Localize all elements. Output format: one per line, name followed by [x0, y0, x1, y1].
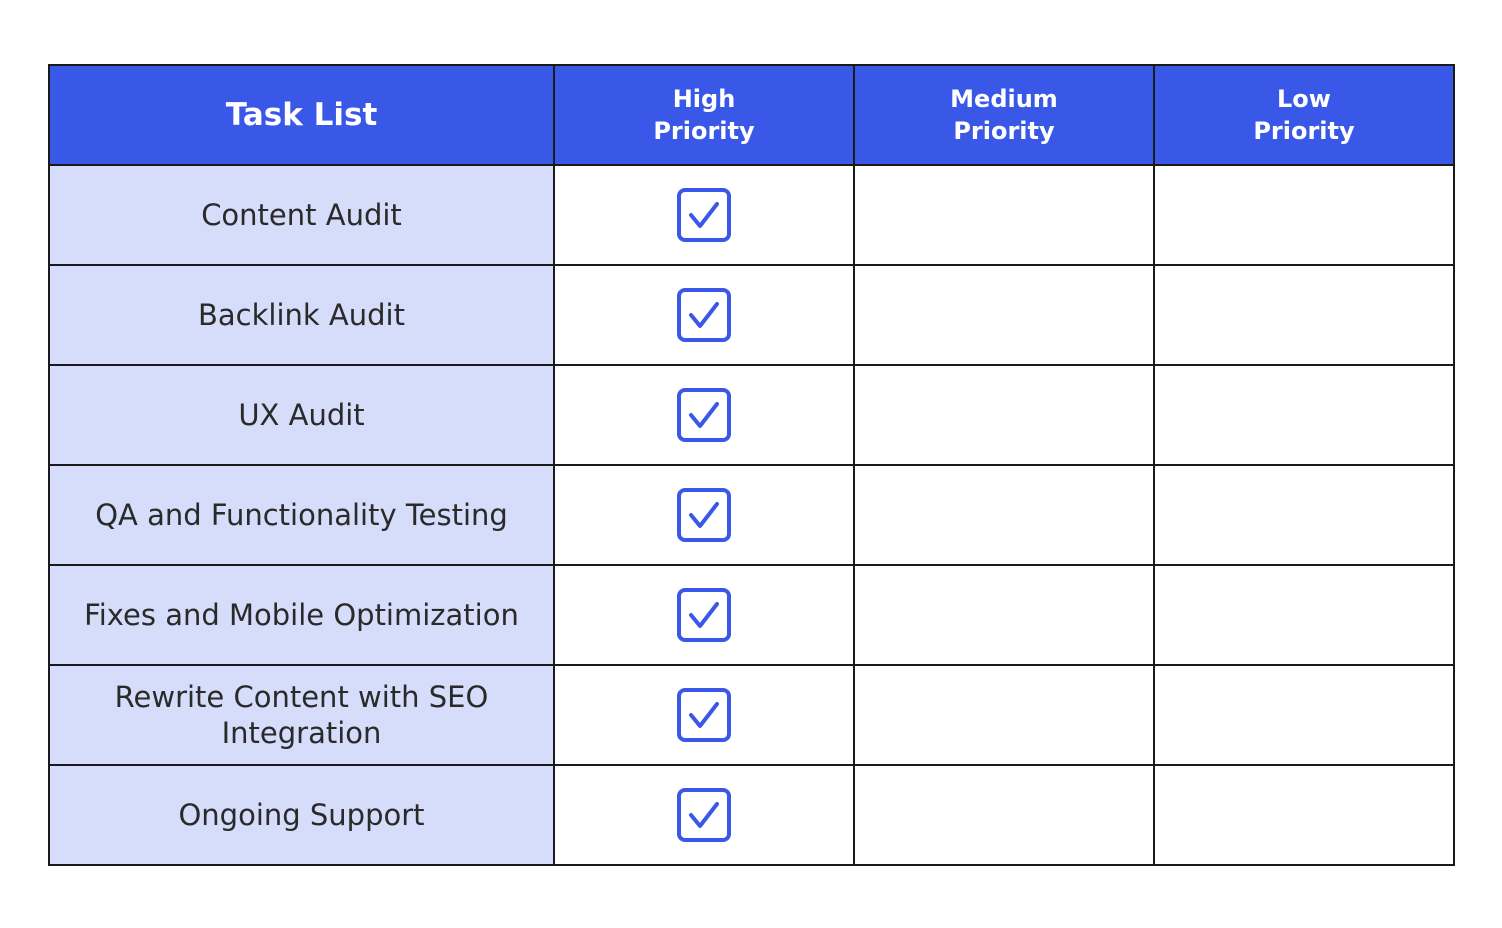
header-high-line-2: Priority [653, 117, 755, 145]
low-priority-cell [1154, 765, 1454, 865]
medium-priority-cell [854, 365, 1154, 465]
checked-box-icon[interactable] [676, 587, 732, 643]
task-priority-table [48, 64, 1455, 866]
header-row [49, 65, 1454, 165]
high-priority-cell [554, 565, 854, 665]
checked-box-icon[interactable] [676, 687, 732, 743]
checked-box-icon[interactable] [676, 487, 732, 543]
high-priority-cell [554, 765, 854, 865]
low-priority-cell [1154, 665, 1454, 765]
table-row [49, 665, 1454, 765]
table-row [49, 565, 1454, 665]
medium-priority-cell [854, 565, 1154, 665]
header-low-line-2: Priority [1253, 117, 1355, 145]
checked-box-icon[interactable] [676, 787, 732, 843]
task-name-cell: Fixes and Mobile Optimization [49, 565, 554, 665]
high-priority-cell [554, 365, 854, 465]
high-priority-cell [554, 165, 854, 265]
table-row [49, 165, 1454, 265]
high-priority-cell [554, 465, 854, 565]
task-rows [49, 165, 1454, 865]
low-priority-cell [1154, 165, 1454, 265]
checked-box-icon[interactable] [676, 187, 732, 243]
task-name-cell: UX Audit [49, 365, 554, 465]
medium-priority-cell [854, 765, 1154, 865]
header-medium-line-2: Priority [953, 117, 1055, 145]
medium-priority-cell [854, 265, 1154, 365]
medium-priority-cell [854, 665, 1154, 765]
table-row [49, 465, 1454, 565]
task-name-cell: Backlink Audit [49, 265, 554, 365]
task-name-cell: Ongoing Support [49, 765, 554, 865]
checked-box-icon[interactable] [676, 287, 732, 343]
table-row [49, 765, 1454, 865]
task-name-cell: Content Audit [49, 165, 554, 265]
low-priority-cell [1154, 565, 1454, 665]
medium-priority-cell [854, 465, 1154, 565]
table-row [49, 365, 1454, 465]
medium-priority-cell [854, 165, 1154, 265]
header-low-line-1: Low [1277, 85, 1331, 113]
low-priority-cell [1154, 365, 1454, 465]
low-priority-cell [1154, 265, 1454, 365]
header-task-list: Task List [49, 65, 554, 165]
high-priority-cell [554, 665, 854, 765]
header-medium-line-1: Medium [950, 85, 1058, 113]
header-high-line-1: High [672, 85, 736, 113]
task-name-cell: Rewrite Content with SEO Integration [49, 665, 554, 765]
checked-box-icon[interactable] [676, 387, 732, 443]
task-name-cell: QA and Functionality Testing [49, 465, 554, 565]
header-medium-priority [854, 65, 1154, 165]
high-priority-cell [554, 265, 854, 365]
table-row [49, 265, 1454, 365]
header-high-priority [554, 65, 854, 165]
header-low-priority [1154, 65, 1454, 165]
low-priority-cell [1154, 465, 1454, 565]
